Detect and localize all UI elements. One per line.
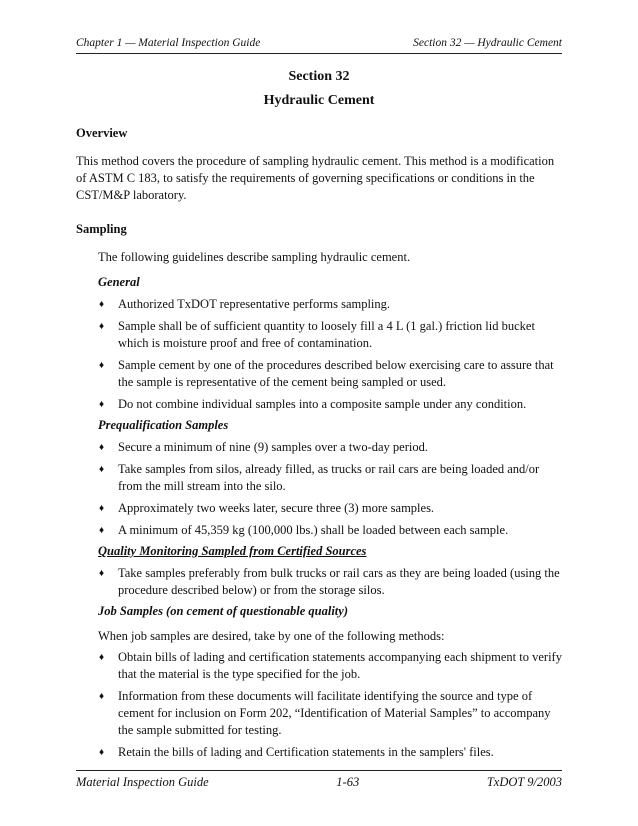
list-item-text: Obtain bills of lading and certification statements accompanying each shipment to verify that the material is the type specified for the job. xyxy=(118,650,562,681)
prequalification-list xyxy=(98,439,562,539)
header-section: Section 32 — Hydraulic Cement xyxy=(413,37,562,49)
document-body xyxy=(76,126,562,766)
diamond-bullet-icon: ♦ xyxy=(99,360,105,371)
list-item xyxy=(98,296,562,313)
diamond-bullet-icon: ♦ xyxy=(99,442,105,453)
list-item-text: Information from these documents will facilitate identifying the source and type of cement for inclusion on Form 202, “Identification of Material Samples” to accompany the sample submitted for testing. xyxy=(118,689,551,737)
list-item xyxy=(98,649,562,683)
list-item xyxy=(98,439,562,456)
list-item xyxy=(98,500,562,517)
list-item-text: Approximately two weeks later, secure three (3) more samples. xyxy=(118,501,435,515)
prequalification-heading: Prequalification Samples xyxy=(98,418,229,432)
list-item-text: Sample shall be of sufficient quantity to loosely fill a 4 L (1 gal.) friction lid bucket which is moisture proof and free of contamination. xyxy=(118,319,535,350)
overview-heading: Overview xyxy=(76,126,128,140)
footer-rule xyxy=(76,770,562,771)
quality-list xyxy=(98,565,562,599)
list-item-text: Do not combine individual samples into a composite sample under any condition. xyxy=(118,397,527,411)
diamond-bullet-icon: ♦ xyxy=(99,691,105,702)
list-item-text: Authorized TxDOT representative performs sampling. xyxy=(118,297,391,311)
diamond-bullet-icon: ♦ xyxy=(99,652,105,663)
section-number: Section 32 xyxy=(288,69,350,84)
job-samples-intro: When job samples are desired, take by one of the following methods: xyxy=(98,629,445,643)
list-item xyxy=(98,396,562,413)
running-header xyxy=(76,36,562,50)
list-item-text: Sample cement by one of the procedures described below exercising care to assure that the sample is representative of the cement being sampled or used. xyxy=(118,358,554,389)
list-item xyxy=(98,357,562,391)
job-samples-list xyxy=(98,649,562,761)
quality-heading: Quality Monitoring Sampled from Certified Sources xyxy=(98,544,367,558)
diamond-bullet-icon: ♦ xyxy=(99,568,105,579)
list-item xyxy=(98,565,562,599)
list-item xyxy=(98,522,562,539)
section-name: Hydraulic Cement xyxy=(263,93,375,108)
diamond-bullet-icon: ♦ xyxy=(99,399,105,410)
overview-text: This method covers the procedure of sampling hydraulic cement. This method is a modification of ASTM C 183, to satisfy the requirements of governing specifications or conditions in the CST/M&P laboratory. xyxy=(76,154,555,202)
sampling-intro: The following guidelines describe sampling hydraulic cement. xyxy=(98,250,411,264)
diamond-bullet-icon: ♦ xyxy=(99,464,105,475)
list-item-text: Take samples from silos, already filled, as trucks or rail cars are being loaded and/or from the mill stream into the silo. xyxy=(118,462,540,493)
diamond-bullet-icon: ♦ xyxy=(99,503,105,514)
sampling-heading: Sampling xyxy=(76,222,127,236)
list-item-text: A minimum of 45,359 kg (100,000 lbs.) shall be loaded between each sample. xyxy=(118,523,509,537)
diamond-bullet-icon: ♦ xyxy=(99,525,105,536)
list-item xyxy=(98,318,562,352)
list-item-text: Retain the bills of lading and Certification statements in the samplers' files. xyxy=(118,745,494,759)
footer-date: TxDOT 9/2003 xyxy=(486,775,562,789)
diamond-bullet-icon: ♦ xyxy=(99,321,105,332)
footer-title: Material Inspection Guide xyxy=(76,775,209,789)
list-item-text: Secure a minimum of nine (9) samples over a two-day period. xyxy=(118,440,428,454)
section-title xyxy=(0,65,638,113)
job-samples-heading: Job Samples (on cement of questionable quality) xyxy=(98,604,348,618)
header-chapter: Chapter 1 — Material Inspection Guide xyxy=(76,37,261,49)
diamond-bullet-icon: ♦ xyxy=(99,299,105,310)
general-heading: General xyxy=(98,275,140,289)
general-list xyxy=(98,296,562,413)
list-item xyxy=(98,688,562,739)
list-item xyxy=(98,744,562,761)
list-item xyxy=(98,461,562,495)
diamond-bullet-icon: ♦ xyxy=(99,747,105,758)
sampling-section xyxy=(98,249,562,761)
list-item-text: Take samples preferably from bulk trucks or rail cars as they are being loaded (using the procedure described below) or from the storage silos. xyxy=(118,566,560,597)
header-rule xyxy=(76,53,562,54)
running-footer xyxy=(76,775,562,790)
page-number: 1-63 xyxy=(336,775,360,789)
